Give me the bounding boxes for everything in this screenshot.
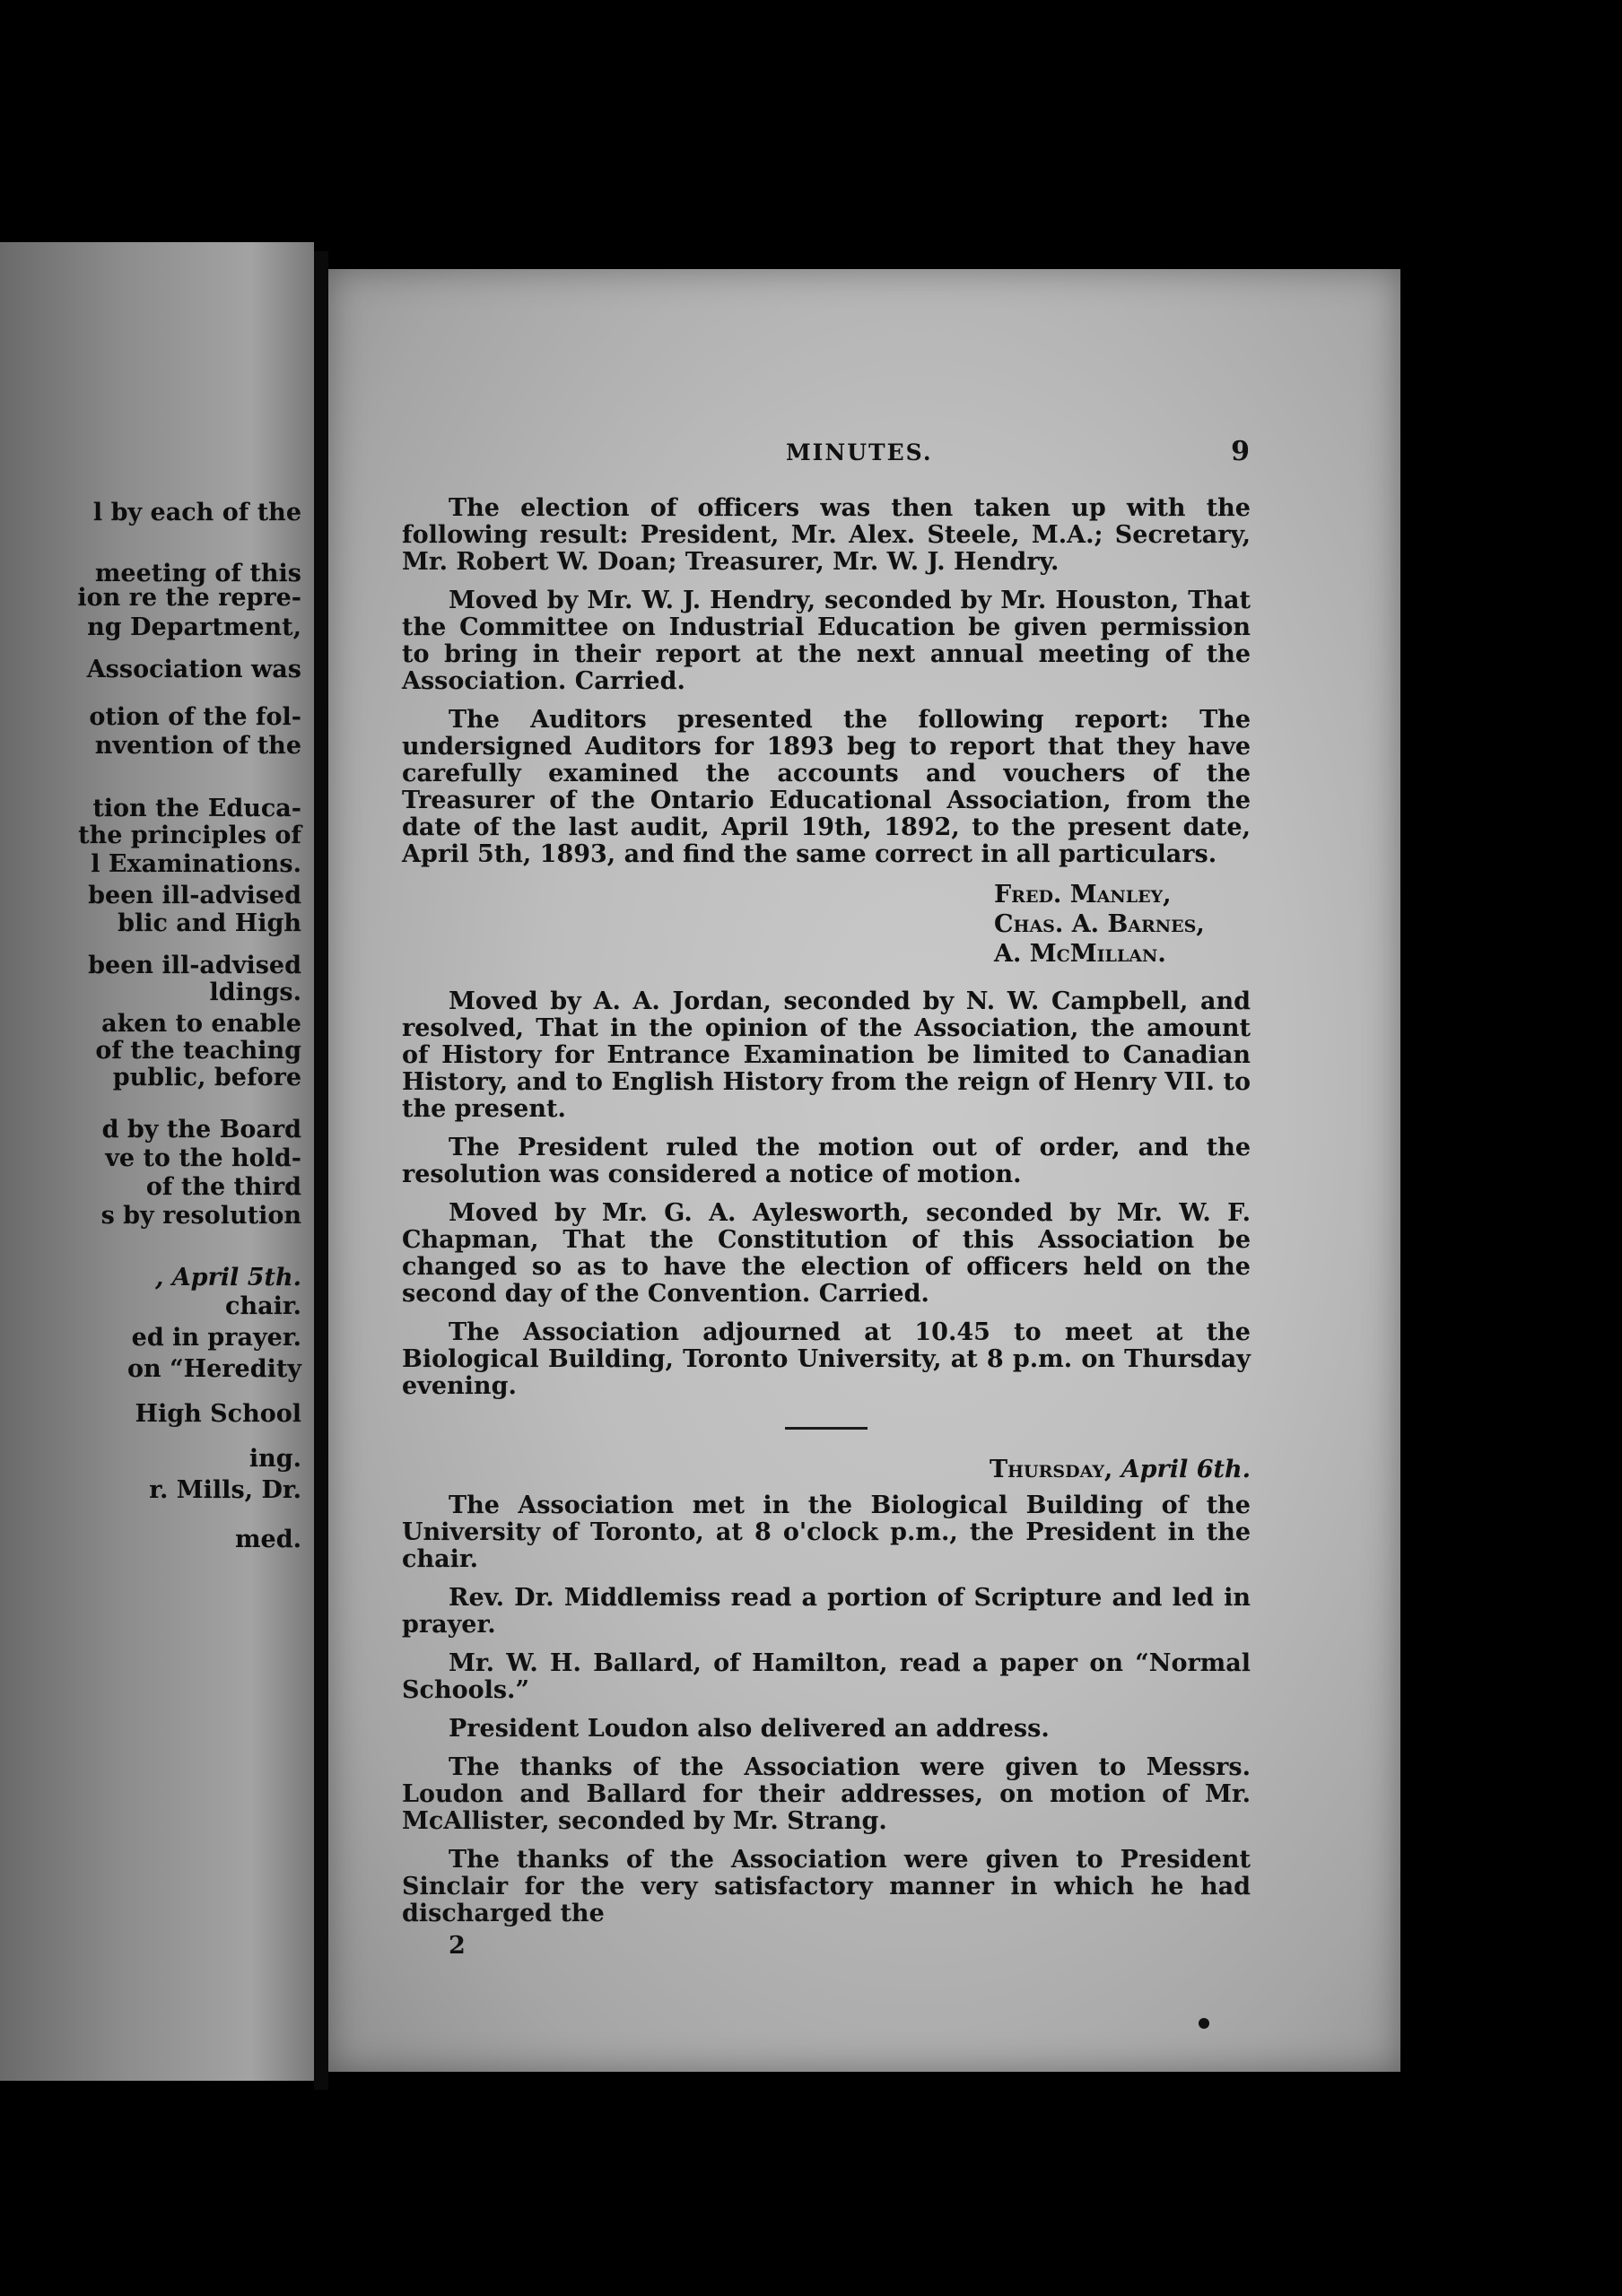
auditor-signatures	[402, 880, 1251, 969]
signatory: A. McMillan.	[994, 940, 1166, 968]
paragraph-auditors-report: The Auditors presented the following report: The undersigned Auditors for 1893 beg to report that they have carefully examined the accounts and vouchers of the Treasurer of the Ontario Educational Association, from the date of the last audit, April 19th, 1892, to the present date, April 5th, 1893, and find the same correct in all particulars.	[402, 706, 1251, 868]
paragraph-ruling: The President ruled the motion out of order, and the resolution was considered a notice of motion.	[402, 1134, 1251, 1188]
left-page-line: chair.	[225, 1292, 301, 1320]
left-page-line: ldings.	[209, 978, 301, 1006]
left-facing-page	[0, 242, 314, 2081]
left-page-line: , April 5th.	[154, 1264, 301, 1292]
left-page-line: been ill-advised	[88, 952, 301, 979]
running-title: MINUTES.	[786, 439, 933, 465]
left-page-line: aken to enable	[101, 1010, 301, 1038]
paragraph-constitution-motion: Moved by Mr. G. A. Aylesworth, seconded by Mr. W. F. Chapman, That the Constitution of this Association be changed so as to have the election of officers held on the second day of the Convention. Carried.	[402, 1199, 1251, 1308]
paragraph-adjournment: The Association adjourned at 10.45 to meet at the Biological Building, Toronto University, at 8 p.m. on Thursday evening.	[402, 1318, 1251, 1400]
book-gutter	[314, 251, 328, 2090]
section-divider	[785, 1427, 868, 1430]
left-page-line: l Examinations.	[91, 850, 301, 878]
left-page-line: blic and High	[118, 909, 301, 937]
left-page-line: ng Department,	[87, 613, 301, 641]
paragraph-thanks-speakers: The thanks of the Association were given to Messrs. Loudon and Ballard for their addresses, on motion of Mr. McAllister, seconded by Mr. Strang.	[402, 1753, 1251, 1835]
left-page-line: ed in prayer.	[131, 1324, 301, 1352]
left-page-line: l by each of the	[92, 499, 301, 526]
page-header	[328, 436, 1400, 475]
left-page-line: public, before	[112, 1064, 301, 1091]
paragraph-industrial-education: Moved by Mr. W. J. Hendry, seconded by Mr. Houston, That the Committee on Industrial Education be given permission to bring in their report at the next annual meeting of the Association. Carried.	[402, 587, 1251, 695]
signatory: Fred. Manley,	[994, 881, 1172, 909]
paragraph-normal-schools: Mr. W. H. Ballard, of Hamilton, read a paper on “Normal Schools.”	[402, 1649, 1251, 1704]
left-page-line: tion the Educa-	[92, 795, 301, 822]
paragraph-election: The election of officers was then taken up with the following result: President, Mr. Alex. Steele, M.A.; Secretary, Mr. Robert W. Doan; Treasurer, Mr. W. J. Hendry.	[402, 494, 1251, 576]
left-page-line: meeting of this	[94, 560, 301, 587]
left-page-line: ve to the hold-	[105, 1144, 301, 1172]
left-page-line: of the teaching	[95, 1037, 301, 1065]
ink-speck	[1199, 2018, 1209, 2029]
dateline-day: Thursday,	[989, 1456, 1113, 1483]
left-page-line: High School	[135, 1400, 301, 1428]
signatory: Chas. A. Barnes,	[994, 910, 1205, 938]
page-body	[402, 495, 1251, 1960]
paragraph-scripture: Rev. Dr. Middlemiss read a portion of Scripture and led in prayer.	[402, 1584, 1251, 1639]
left-page-line: nvention of the	[94, 732, 301, 760]
paragraph-thanks-president: The thanks of the Association were given to President Sinclair for the very satisfactory manner in which he had discharged the	[402, 1846, 1251, 1927]
left-page-line: d by the Board	[101, 1116, 301, 1144]
left-page-line: the principles of	[78, 822, 301, 849]
paragraph-evening-meeting: The Association met in the Biological Building of the University of Toronto, at 8 o'clock p.m., the President in the chair.	[402, 1492, 1251, 1573]
signature-mark: 2	[449, 1932, 466, 1960]
dateline	[402, 1457, 1251, 1483]
left-page-line: on “Heredity	[127, 1355, 301, 1383]
left-page-line: otion of the fol-	[89, 703, 301, 731]
left-page-line: s by resolution	[100, 1202, 301, 1230]
left-page-line: ing.	[249, 1445, 301, 1473]
dateline-date: April 6th.	[1121, 1456, 1251, 1483]
left-page-line: ion re the repre-	[77, 584, 301, 612]
left-page-line: been ill-advised	[88, 882, 301, 909]
left-page-line: of the third	[145, 1173, 301, 1201]
left-page-line: Association was	[86, 656, 301, 683]
left-page-line: med.	[234, 1526, 301, 1553]
paragraph-loudon-address: President Loudon also delivered an address.	[449, 1715, 1050, 1743]
page	[328, 269, 1400, 2072]
page-number: 9	[1231, 436, 1250, 467]
paragraph-history-motion: Moved by A. A. Jordan, seconded by N. W. Campbell, and resolved, That in the opinion of the Association, the amount of History for Entrance Examination be limited to Canadian History, and to English History from the reign of Henry VII. to the present.	[402, 987, 1251, 1123]
left-page-line: r. Mills, Dr.	[149, 1476, 301, 1504]
